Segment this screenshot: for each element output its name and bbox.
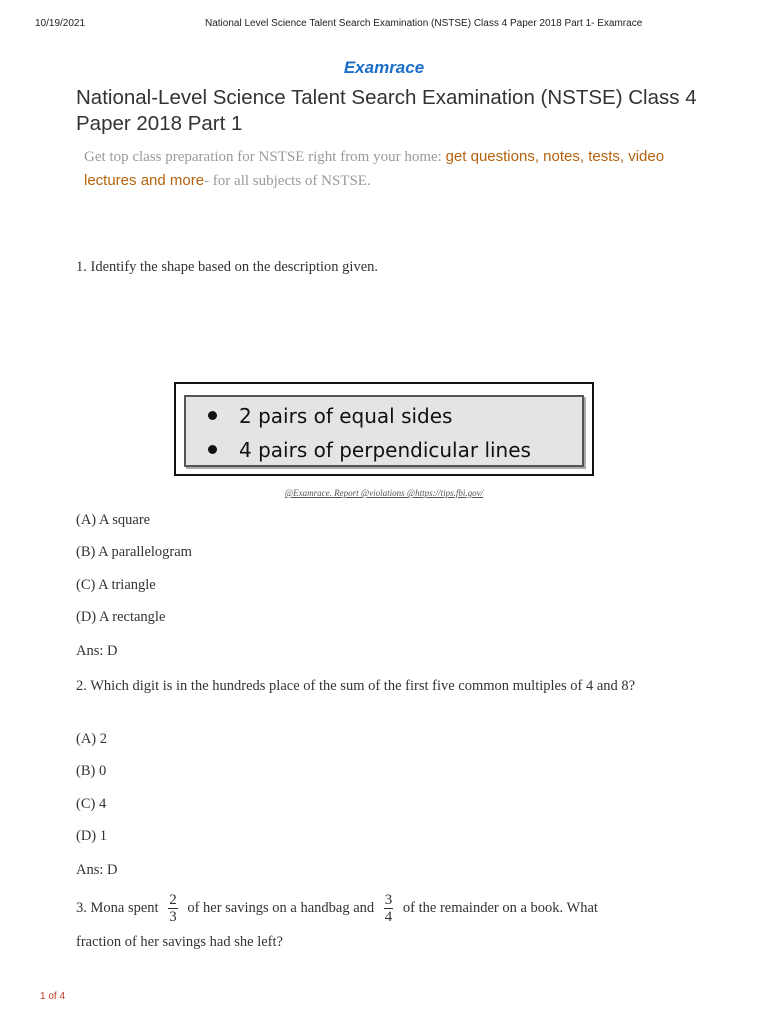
figure-line-1: 2 pairs of equal sides (239, 404, 453, 428)
promo-text (84, 145, 714, 193)
page-title: National-Level Science Talent Search Examination (NSTSE) Class 4 Paper 2018 Part 1 (76, 86, 697, 135)
q2-option-c: (C) 4 (76, 796, 107, 812)
question-3-text (76, 892, 716, 925)
promo-prefix: Get top class preparation for NSTSE right from your home: (84, 149, 446, 165)
figure-box (184, 395, 584, 467)
question-1-figure (174, 382, 594, 476)
print-page-title: National Level Science Talent Search Examination (NSTSE) Class 4 Paper 2018 Part 1- Examrace (205, 18, 643, 29)
q2-option-d: (D) 1 (76, 828, 108, 844)
q1-option-a: (A) A square (76, 512, 151, 528)
bullet-icon (208, 411, 217, 420)
fraction-two-thirds: $\frac{2}{3}$ (169, 892, 177, 925)
question-3-line-2: fraction of her savings had she left? (76, 934, 283, 950)
figure-bullet-1 (208, 404, 452, 428)
site-brand[interactable]: Examrace (343, 58, 425, 77)
promo-link[interactable]: get questions, notes, tests, video lectures and more (84, 148, 665, 189)
q3-part-2: of her savings on a handbag and (187, 899, 375, 916)
figure-bullet-2 (208, 438, 531, 462)
figure-caption[interactable]: @Examrace. Report @violations @https://tips.fbi.gov/ (284, 488, 484, 498)
q1-answer: Ans: D (76, 643, 118, 659)
q1-option-c: (C) A triangle (76, 577, 156, 593)
q3-part-3: of the remainder on a book. What (402, 899, 598, 916)
bullet-icon (208, 445, 217, 454)
q2-answer: Ans: D (76, 862, 118, 878)
print-date: 10/19/2021 (35, 18, 86, 29)
q3-part-1: 3. Mona spent (76, 899, 159, 916)
question-1-text: 1. Identify the shape based on the description given. (76, 259, 379, 275)
figure-line-2: 4 pairs of perpendicular lines (239, 438, 531, 462)
q2-option-a: (A) 2 (76, 731, 108, 747)
page-counter: 1 of 4 (40, 991, 66, 1002)
q1-option-d: (D) A rectangle (76, 609, 166, 625)
promo-suffix: - for all subjects of NSTSE. (204, 173, 371, 189)
question-2-text: 2. Which digit is in the hundreds place of the sum of the first five common multiples of 4 and 8? (76, 678, 636, 694)
q1-option-b: (B) A parallelogram (76, 544, 192, 560)
fraction-three-quarters: $\frac{3}{4}$ (384, 892, 393, 925)
q2-option-b: (B) 0 (76, 763, 107, 779)
